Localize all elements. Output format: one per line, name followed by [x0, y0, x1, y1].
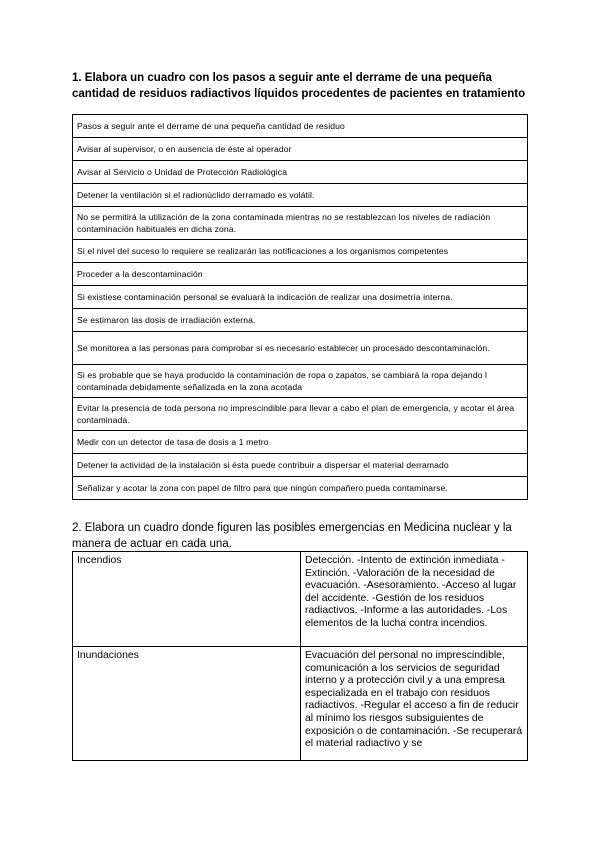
table-row	[73, 286, 528, 309]
step-cell: Medir con un detector de tasa de dosis a 1 metro	[73, 431, 528, 454]
table-row	[73, 184, 528, 207]
table-row	[73, 365, 528, 398]
table-row	[73, 431, 528, 454]
step-cell: Se estimaron las dosis de irradiación externa.	[73, 309, 528, 332]
step-cell: Detener la ventilación si el radionúclido derramado es volátil.	[73, 184, 528, 207]
step-cell: No se permitirá la utilización de la zona contaminada mientras no se restablezcan los niveles de radiación contaminación habituales en dicha zona.	[73, 207, 528, 240]
table-row	[73, 552, 528, 647]
table-row	[73, 263, 528, 286]
emergency-name-cell: Incendios	[73, 552, 301, 647]
emergencies-table	[72, 551, 528, 761]
table-row	[73, 207, 528, 240]
table-row	[73, 115, 528, 138]
step-cell: Detener la actividad de la instalación si ésta puede contribuir a dispersar el material derramado	[73, 454, 528, 477]
step-cell: Si el nivel del suceso lo requiere se realizarán las notificaciones a los organismos competentes	[73, 240, 528, 263]
table-row	[73, 161, 528, 184]
emergency-action-cell: Detección. -Intento de extinción inmediata -Extinción. -Valoración de la necesidad de evacuación. -Asesoramiento. -Acceso al lugar del accidente. -Gestión de los residuos radiactivos. -Informe a las autoridades. -Los elementos de la lucha contra incendios.	[301, 552, 528, 647]
table-row	[73, 454, 528, 477]
question-1-title: 1. Elabora un cuadro con los pasos a seguir ante el derrame de una pequeña cantidad de residuos radiactivos líquidos procedentes de pacientes en tratamiento	[72, 72, 526, 100]
table-row	[73, 477, 528, 500]
emergency-action-cell: Evacuación del personal no imprescindible, comunicación a los servicios de seguridad interno y a protección civil y a una empresa especializada en el trabajo con residuos radiactivos. -Regular el acceso a fin de reducir al mínimo los riesgos subsiguientes de exposición o de contaminación. -Se recuperará el material radiactivo y se	[301, 647, 528, 761]
step-cell: Proceder a la descontaminación	[73, 263, 528, 286]
step-cell: Evitar la presencia de toda persona no imprescindible para llevar a cabo el plan de emergencia, y acotar el área contaminada.	[73, 398, 528, 431]
step-cell: Avisar al supervisor, o en ausencia de éste al operador	[73, 138, 528, 161]
table-row	[73, 309, 528, 332]
emergency-name-cell: Inundaciones	[73, 647, 301, 761]
step-cell: Pasos a seguir ante el derrame de una pequeña cantidad de residuo	[73, 115, 528, 138]
table-row	[73, 398, 528, 431]
table-row	[73, 647, 528, 761]
table-row	[73, 138, 528, 161]
step-cell: Si existiese contaminación personal se evaluará la indicación de realizar una dosimetría interna.	[73, 286, 528, 309]
step-cell: Avisar al Servicio o Unidad de Protección Radiológica	[73, 161, 528, 184]
step-cell: Si es probable que se haya producido la contaminación de ropa o zapatos, se cambiará la ropa dejando l contaminada debidamente señalizada en la zona acotada	[73, 365, 528, 398]
table-row	[73, 240, 528, 263]
steps-table	[72, 114, 528, 500]
question-2-title: 2. Elabora un cuadro donde figuren las posibles emergencias en Medicina nuclear y la manera de actuar en cada una.	[72, 522, 512, 550]
step-cell: Señalizar y acotar la zona con papel de filtro para que ningún compañero pueda contaminarse.	[73, 477, 528, 500]
step-cell: Se monitorea a las personas para comprobar si es necesario establecer un procesado descontaminación.	[73, 332, 528, 365]
table-row	[73, 332, 528, 365]
